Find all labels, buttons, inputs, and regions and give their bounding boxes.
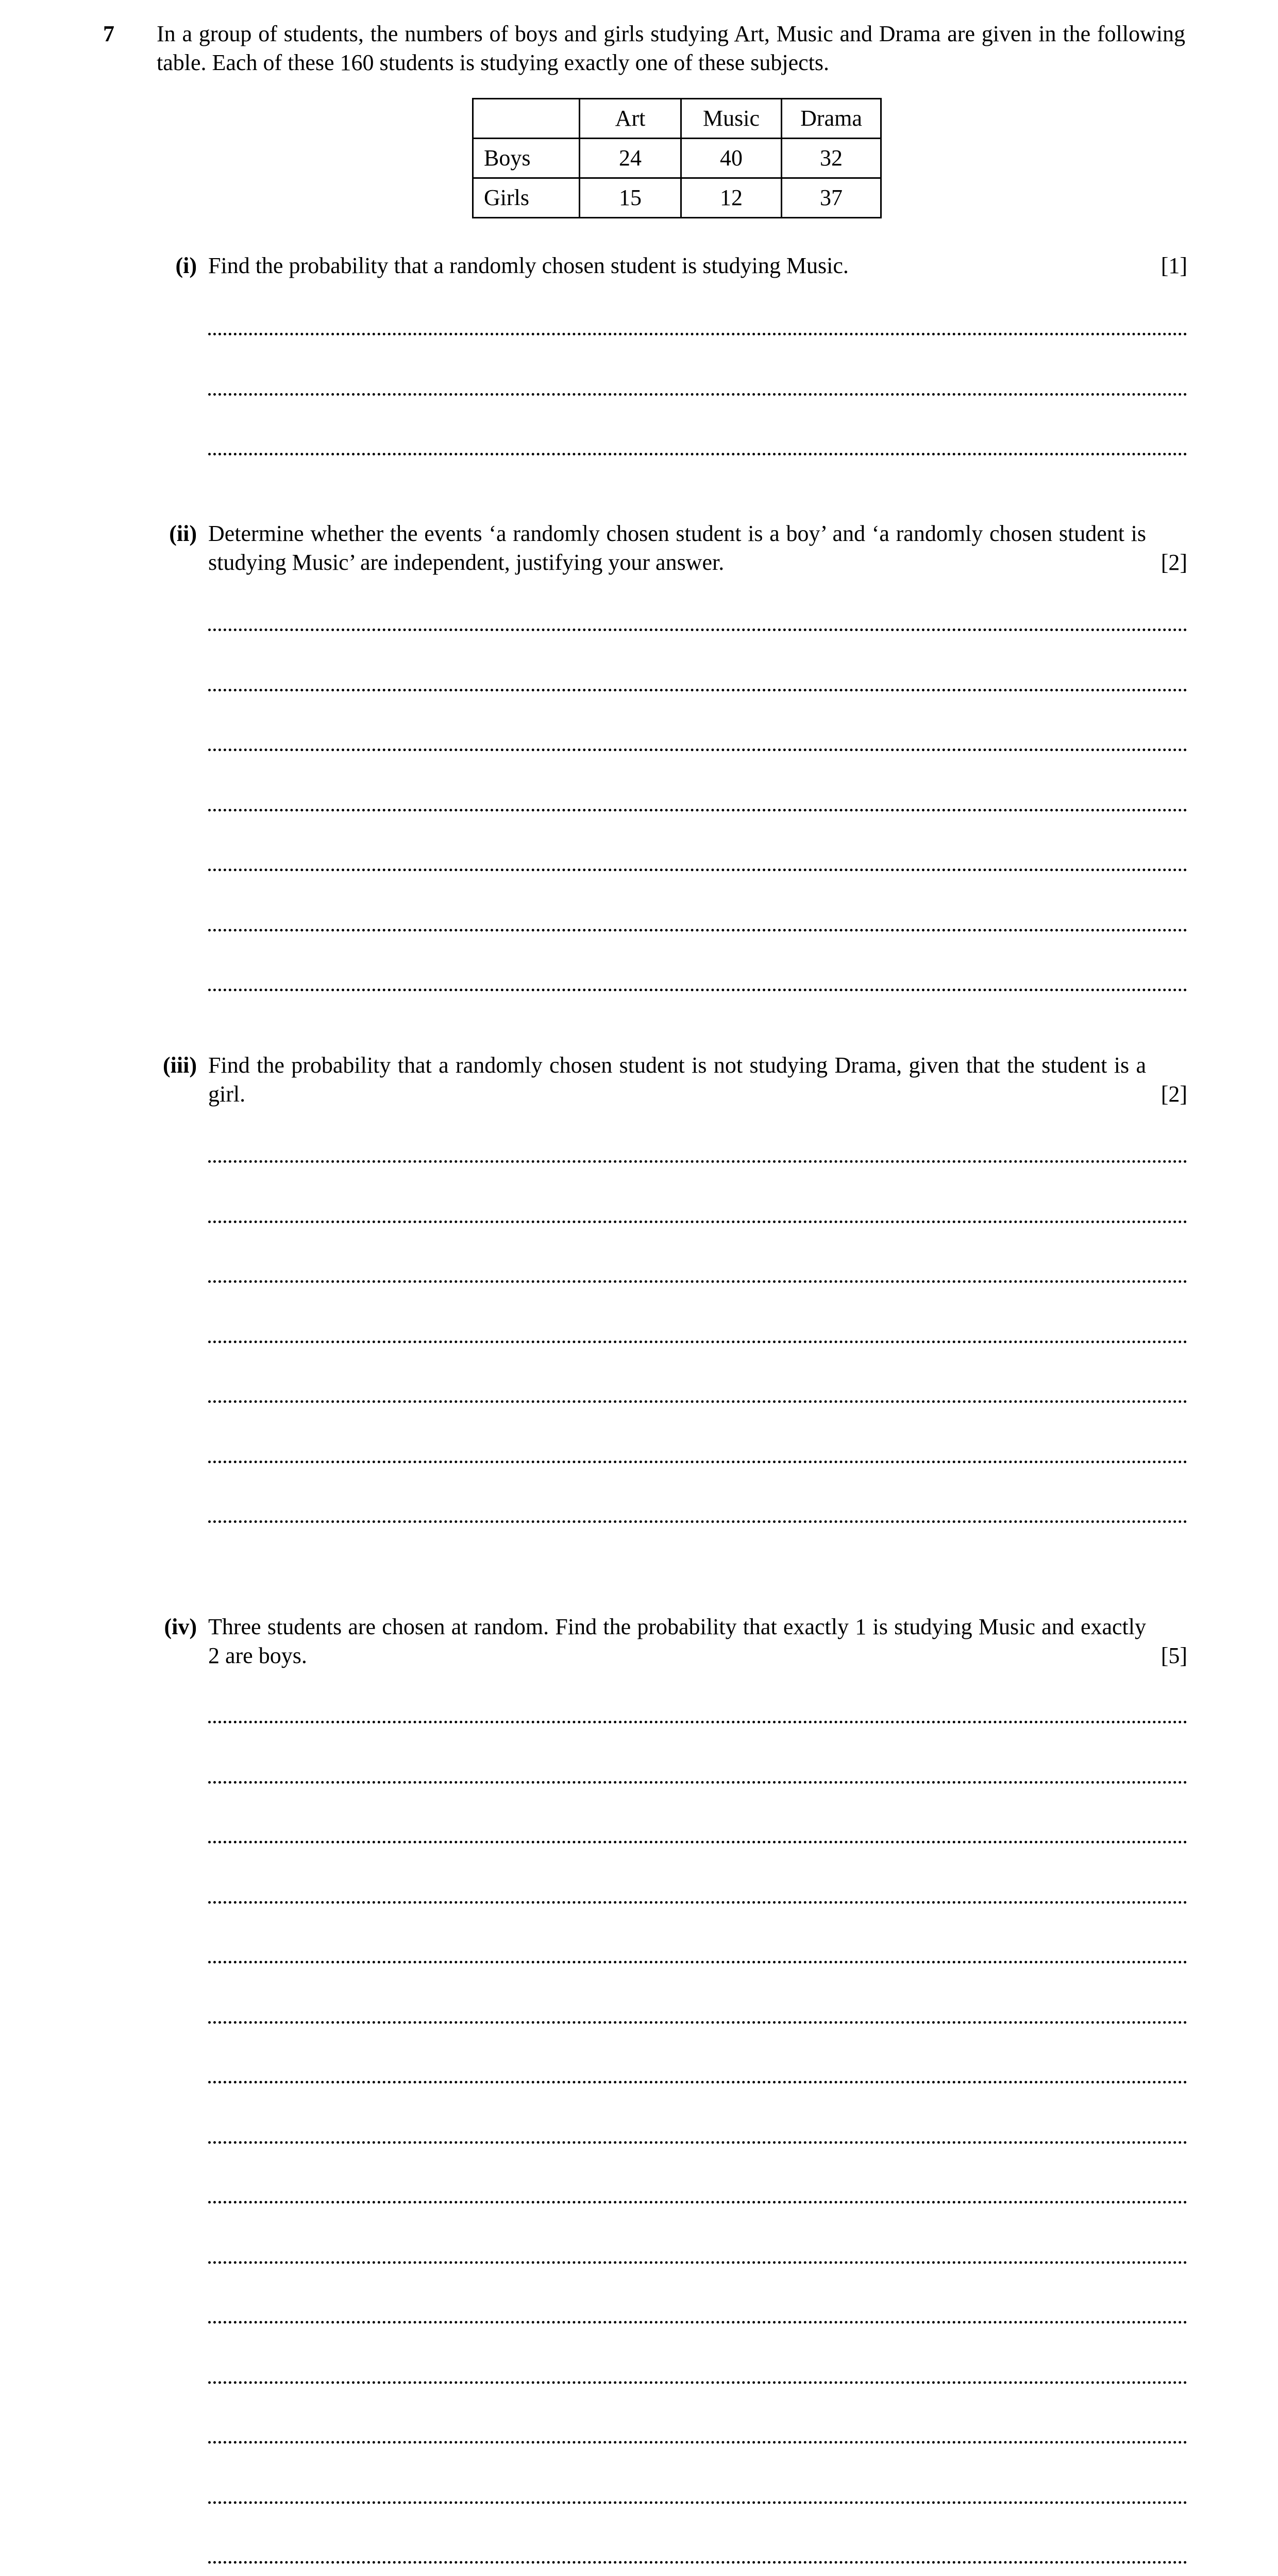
answer-line[interactable] [208,2261,1187,2264]
part-text: Find the probability that a randomly chosen student is not studying Drama, given that the student is a girl. [208,1053,1146,1107]
answer-line[interactable] [208,689,1187,691]
answer-line[interactable] [208,393,1187,396]
answer-line[interactable] [208,1721,1187,1723]
answer-line[interactable] [208,1280,1187,1283]
answer-line[interactable] [208,1901,1187,1904]
answer-line[interactable] [208,2021,1187,2024]
answer-line[interactable] [208,2321,1187,2324]
answer-line[interactable] [208,1461,1187,1463]
table-header-cell: Drama [782,99,881,139]
marks-badge: [1] [1161,253,1187,278]
question-number: 7 [103,21,114,46]
part-label: (ii) [169,521,197,546]
table-cell: 24 [580,139,681,178]
question-stem: In a group of students, the numbers of boys and girls studying Art, Music and Drama are given in the following table. Each of these 160 students is studying exactly one of these subjects. [157,21,1185,75]
table-cell: 32 [782,139,881,178]
table-header-cell: Music [681,99,782,139]
answer-line[interactable] [208,2441,1187,2444]
answer-line[interactable] [208,989,1187,991]
answer-line[interactable] [208,1400,1187,1403]
answer-line[interactable] [208,2081,1187,2083]
table-header-cell: Art [580,99,681,139]
answer-line[interactable] [208,2141,1187,2144]
marks-badge: [5] [1161,1643,1187,1668]
answer-line[interactable] [208,2561,1187,2564]
answer-line[interactable] [208,2201,1187,2204]
part-text: Determine whether the events ‘a randomly chosen student is a boy’ and ‘a randomly chosen student is studying Music’ are independent, justifying your answer. [208,521,1146,575]
table-header-row [473,99,881,139]
answer-line[interactable] [208,629,1187,631]
answer-line[interactable] [208,869,1187,871]
answer-line[interactable] [208,929,1187,931]
part-label: (i) [175,253,197,278]
answer-line[interactable] [208,453,1187,455]
table-row [473,178,881,218]
part-iii [155,1051,1187,1109]
subjects-table [472,98,882,218]
table-row [473,139,881,178]
answer-line[interactable] [208,1961,1187,1963]
answer-line[interactable] [208,809,1187,811]
part-ii [155,519,1187,577]
answer-line[interactable] [208,1841,1187,1843]
marks-badge: [2] [1161,550,1187,575]
table-cell: 12 [681,178,782,218]
table-row-label: Girls [473,178,580,218]
answer-line[interactable] [208,1160,1187,1163]
answer-line[interactable] [208,1221,1187,1223]
answer-line[interactable] [208,333,1187,335]
answer-line[interactable] [208,2501,1187,2504]
answer-line[interactable] [208,749,1187,751]
table-cell: 40 [681,139,782,178]
answer-line[interactable] [208,1781,1187,1784]
table-header-cell [473,99,580,139]
part-iv [155,1613,1187,1670]
part-label: (iii) [163,1053,197,1078]
table-row-label: Boys [473,139,580,178]
answer-line[interactable] [208,2381,1187,2384]
table-cell: 37 [782,178,881,218]
answer-line[interactable] [208,1520,1187,1523]
table-cell: 15 [580,178,681,218]
marks-badge: [2] [1161,1081,1187,1107]
part-text: Find the probability that a randomly chosen student is studying Music. [208,253,849,278]
part-i [155,251,1187,280]
part-label: (iv) [164,1614,197,1639]
part-text: Three students are chosen at random. Find the probability that exactly 1 is studying Music and exactly 2 are boys. [208,1614,1146,1668]
answer-line[interactable] [208,1341,1187,1343]
